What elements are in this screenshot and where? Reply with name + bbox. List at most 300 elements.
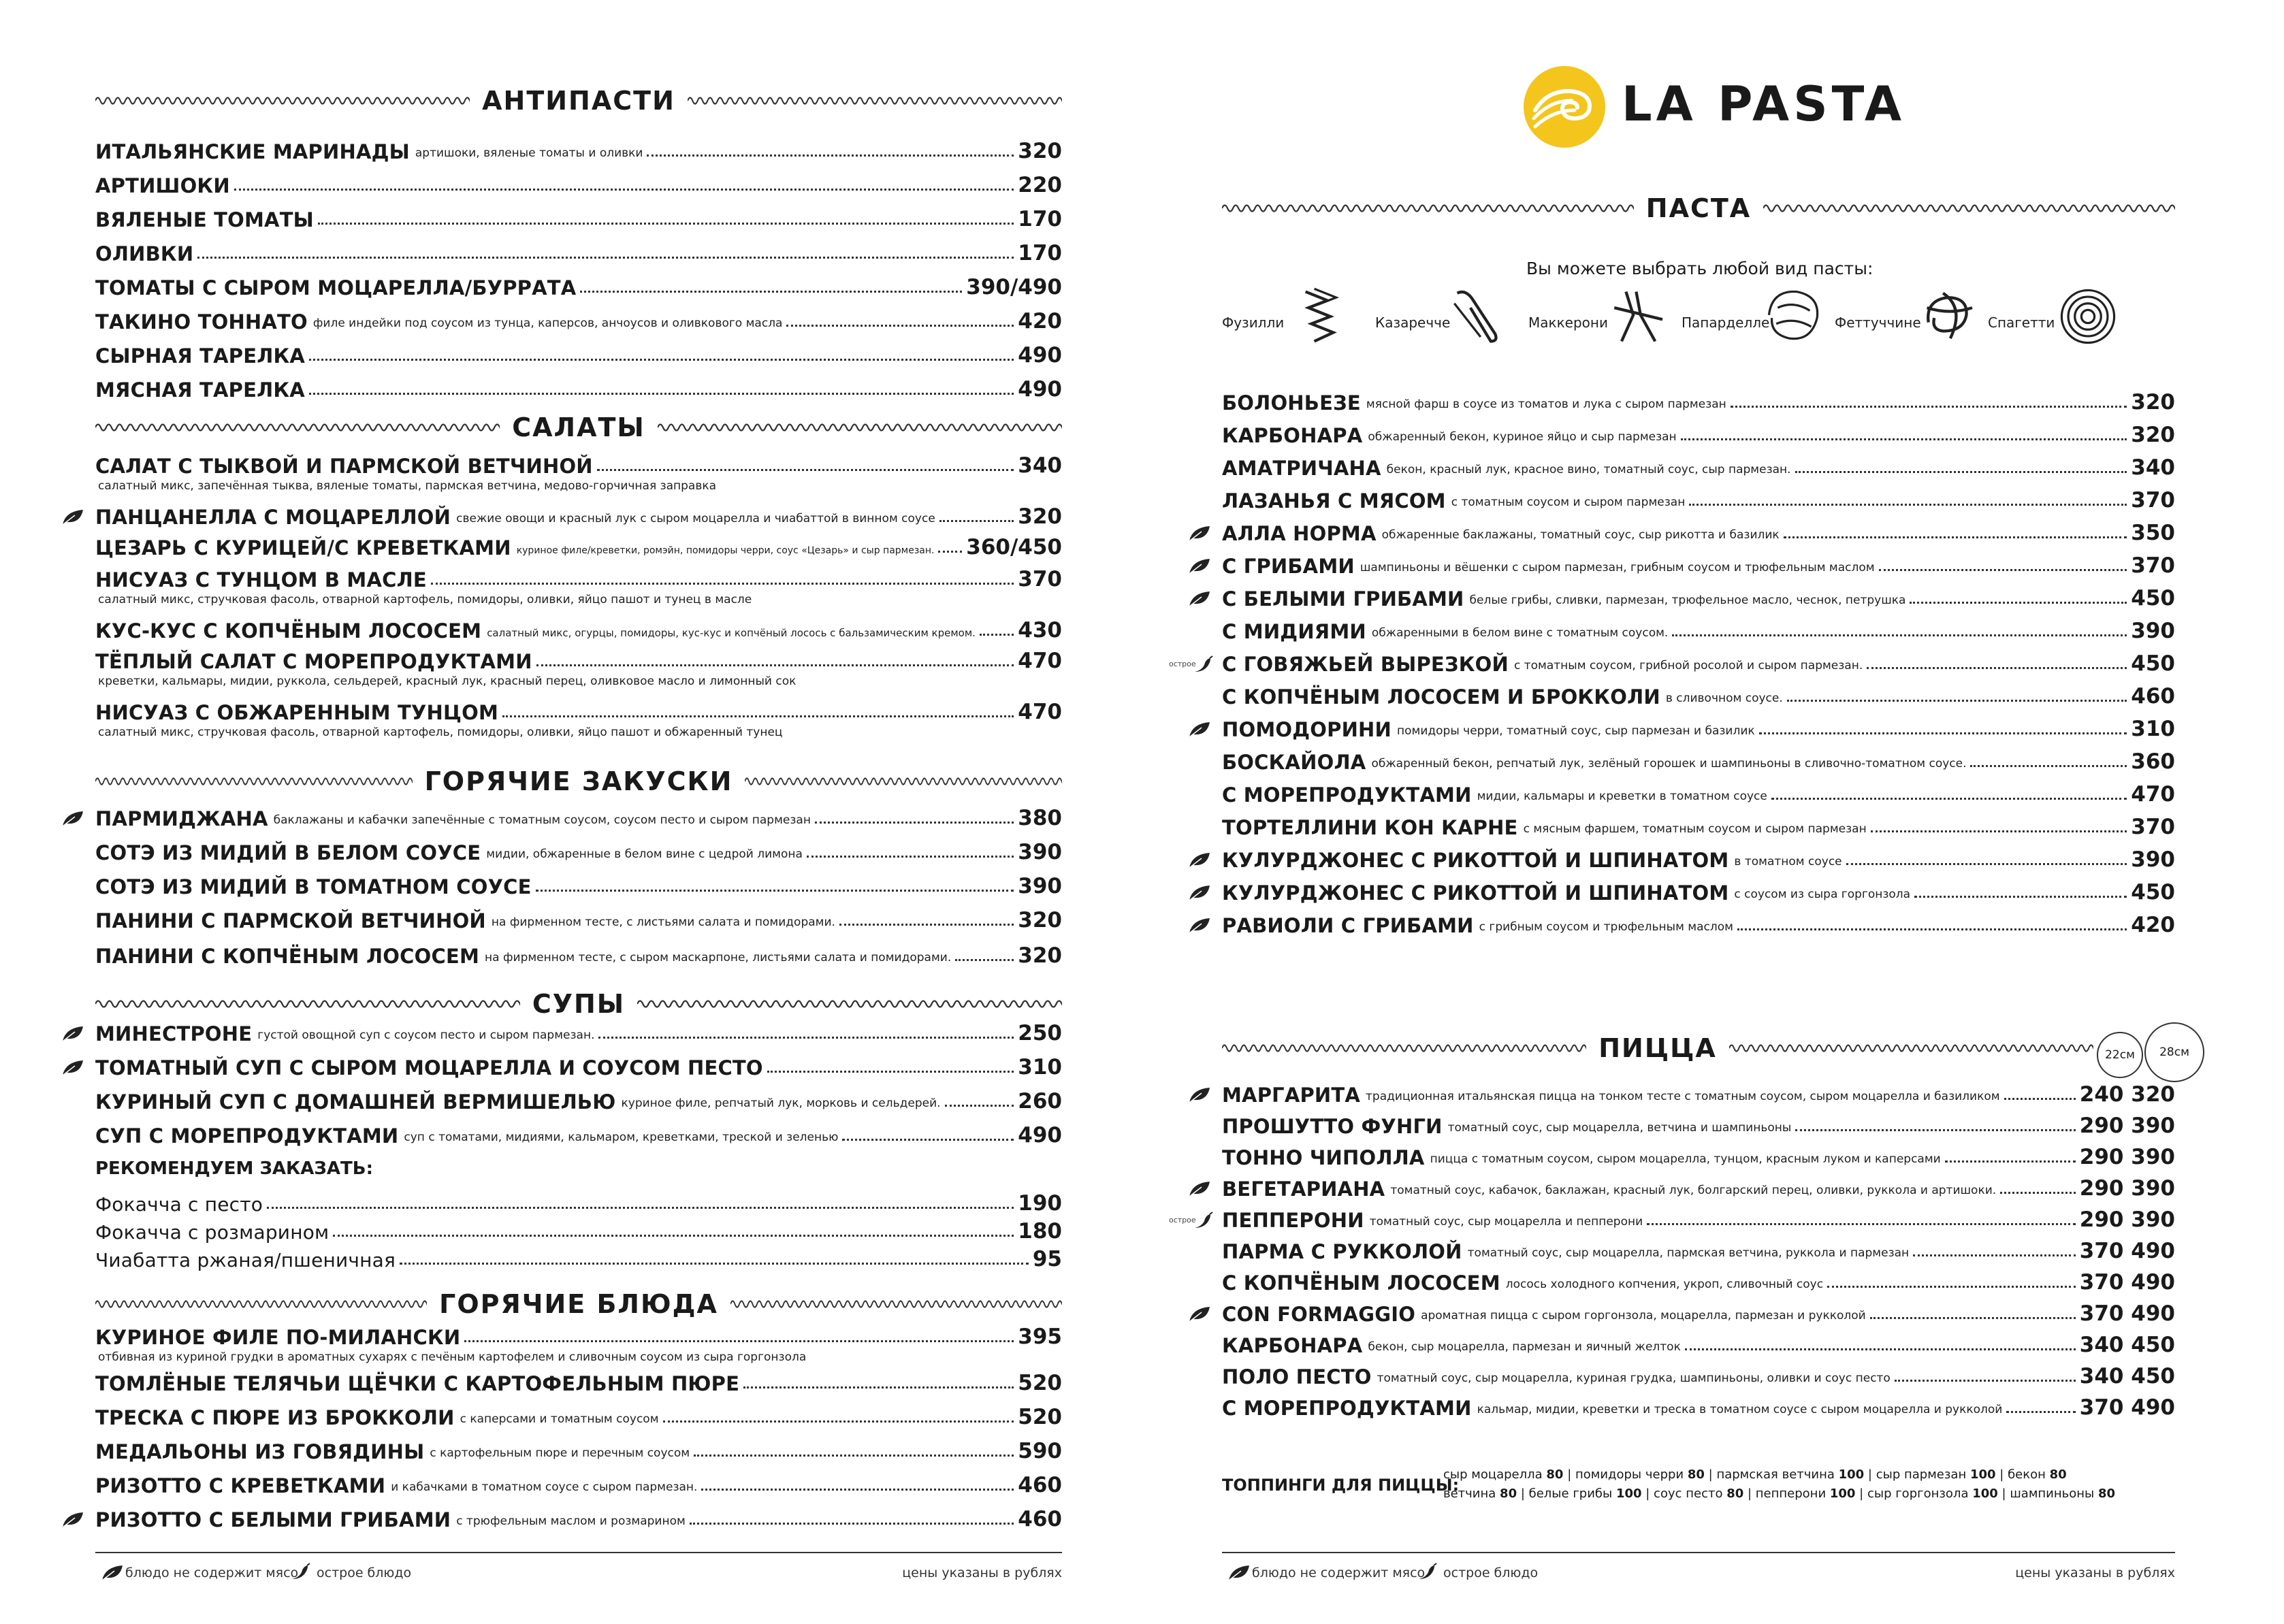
separator: |	[1704, 1467, 1717, 1482]
pasta-choose-text: Вы можете выбрать любой вид пасты:	[1526, 259, 1873, 278]
dish-price: 170	[1018, 241, 1062, 265]
dish-price: 95	[1032, 1247, 1062, 1271]
pasta-type-label: Маккерони	[1528, 314, 1608, 331]
dish-name: С МОРЕПРОДУКТАМИ	[1222, 1397, 1472, 1420]
topping-price: 80	[1546, 1467, 1564, 1482]
menu-item-row	[95, 834, 1062, 864]
dish-description: обжаренный бекон, куриное яйцо и сыр пармезан	[1368, 430, 1677, 444]
dot-leader	[786, 325, 1014, 327]
dish-description: баклажаны и кабачки запечённые с томатным соусом, соусом песто и сыром пармезан	[273, 813, 811, 827]
topping-price: 100	[1615, 1487, 1642, 1501]
dish-description: с томатным соусом и сыром пармезан	[1451, 496, 1686, 509]
menu-item-row	[95, 868, 1062, 898]
topping-name: соус песто	[1654, 1487, 1723, 1501]
separator: |	[1855, 1487, 1867, 1501]
dish-price: 370 490	[2079, 1270, 2175, 1295]
dish-name: АРТИШОКИ	[95, 174, 230, 197]
pasta-title: ПАСТА	[1645, 193, 1752, 223]
dot-leader	[333, 1235, 1014, 1237]
dish-price: 370	[2131, 488, 2175, 513]
dish-name: ТЁПЛЫЙ САЛАТ С МОРЕПРОДУКТАМИ	[95, 650, 532, 673]
topping-price: 80	[2097, 1487, 2116, 1501]
menu-item-row	[1222, 1390, 2175, 1420]
menu-item-row	[1222, 679, 2175, 709]
spicy-tag: острое	[1169, 1216, 1196, 1224]
dish-price: 310	[2131, 717, 2175, 741]
dish-name: КАРБОНАРА	[1222, 1334, 1363, 1357]
dish-price: 390	[2131, 847, 2175, 872]
dish-description: помидоры черри, томатный соус, сыр пармезан и базилик	[1396, 724, 1755, 738]
menu-item-row	[95, 338, 1062, 368]
dish-description: шампиньоны и вёшенки с сыром пармезан, грибным соусом и трюфельным маслом	[1360, 561, 1875, 574]
menu-item-row	[95, 1016, 1062, 1045]
dot-leader	[1672, 634, 2127, 636]
dish-name: ВЯЛЕНЫЕ ТОМАТЫ	[95, 208, 314, 231]
pizza-heading	[1222, 1028, 2093, 1069]
dish-name: КАРБОНАРА	[1222, 424, 1363, 447]
menu-item-row	[95, 1084, 1062, 1114]
dish-name: КУЛУРДЖОНЕС С РИКОТТОЙ И ШПИНАТОМ	[1222, 881, 1729, 905]
dot-leader	[1681, 438, 2127, 440]
dot-leader	[1737, 928, 2127, 930]
menu-item-row	[95, 1118, 1062, 1148]
menu-item-row	[95, 201, 1062, 231]
dot-leader	[309, 393, 1014, 395]
dish-name: МАРГАРИТА	[1222, 1084, 1361, 1107]
menu-item-row	[95, 448, 1062, 478]
recommend-heading: РЕКОМЕНДУЕМ ЗАКАЗАТЬ:	[95, 1158, 373, 1179]
dish-price: 360	[2131, 749, 2175, 774]
dish-price: 320	[1018, 139, 1062, 163]
dish-name: КУС-КУС С КОПЧЁНЫМ ЛОСОСЕМ	[95, 619, 482, 643]
dish-price: 590	[1018, 1439, 1062, 1463]
pizza-wave-right	[1729, 1040, 2093, 1056]
dish-description: мидии, обжаренные в белом вине с цедрой лимона	[486, 847, 803, 861]
hot-snacks-title: ГОРЯЧИЕ ЗАКУСКИ	[424, 766, 733, 796]
dish-name: ПАНИНИ С КОПЧЁНЫМ ЛОСОСЕМ	[95, 945, 480, 968]
dot-leader	[1914, 896, 2127, 898]
dish-price: 450	[2131, 880, 2175, 905]
dot-leader	[267, 1207, 1014, 1209]
menu-item-row	[95, 1241, 1062, 1271]
menu-item-row	[1222, 1077, 2175, 1107]
dish-price: 470	[1018, 700, 1062, 724]
hot-snacks-wave-right	[745, 773, 1062, 790]
dish-price: 520	[1018, 1405, 1062, 1429]
dish-price: 290 390	[2079, 1176, 2175, 1201]
hot-dishes-wave-right	[730, 1296, 1062, 1312]
dish-description: бекон, красный лук, красное вино, томатный соус, сыр пармезан.	[1386, 463, 1791, 476]
menu-item-row	[1222, 1171, 2175, 1201]
menu-item-row	[95, 1399, 1062, 1429]
salads-wave-left	[95, 419, 500, 436]
dot-leader	[318, 223, 1014, 225]
dish-name: ТОМЛЁНЫЕ ТЕЛЯЧЬИ ЩЁЧКИ С КАРТОФЕЛЬНЫМ ПЮРЕ	[95, 1372, 740, 1395]
dish-description: ароматная пицца с сыром горгонзола, моцарелла, пармезан и рукколой	[1421, 1309, 1866, 1322]
dish-description: с каперсами и томатным соусом	[460, 1412, 659, 1426]
dish-name: ПРОШУТТО ФУНГИ	[1222, 1115, 1443, 1138]
menu-item-row	[95, 1467, 1062, 1497]
topping-name: помидоры черри	[1575, 1467, 1684, 1482]
pizza-size-badge: 22см	[2097, 1032, 2143, 1078]
dish-name: ПАРМА С РУККОЛОЙ	[1222, 1240, 1462, 1263]
dish-price: 490	[1018, 1123, 1062, 1148]
legend-spicy: острое блюдо	[1443, 1565, 1539, 1580]
dish-name: СУП С МОРЕПРОДУКТАМИ	[95, 1124, 399, 1148]
dish-name: ТОРТЕЛЛИНИ КОН КАРНЕ	[1222, 816, 1518, 839]
dish-price: 370 490	[2079, 1301, 2175, 1326]
dot-leader	[939, 520, 1014, 522]
menu-item-row	[1222, 1327, 2175, 1357]
topping-price: 100	[1972, 1487, 1998, 1501]
dot-leader	[536, 890, 1014, 892]
dot-leader	[309, 359, 1014, 361]
separator: |	[1995, 1467, 2008, 1482]
pasta-shape-icon	[1765, 286, 1826, 347]
dot-leader	[197, 257, 1014, 259]
legend-spicy: острое блюдо	[317, 1565, 412, 1580]
dot-leader	[701, 1489, 1014, 1491]
dish-name: КУРИНЫЙ СУП С ДОМАШНЕЙ ВЕРМИШЕЛЬЮ	[95, 1090, 616, 1114]
hot-dishes-wave-left	[95, 1296, 427, 1312]
pasta-shape-icon	[2057, 286, 2119, 347]
pasta-shape-icon	[1451, 286, 1513, 347]
dish-name: ЦЕЗАРЬ С КУРИЦЕЙ/С КРЕВЕТКАМИ	[95, 536, 511, 559]
dot-leader	[945, 1105, 1014, 1107]
dot-leader	[580, 291, 962, 293]
pasta-shape-icon	[1921, 286, 1982, 347]
menu-item-row	[95, 613, 1062, 643]
dish-sub-description: креветки, кальмары, мидии, руккола, сельдерей, красный лук, красный перец, оливковое масло и лимонный сок	[98, 675, 797, 688]
dot-leader	[2004, 1098, 2076, 1100]
dish-price: 290 390	[2079, 1145, 2175, 1169]
dish-name: ТРЕСКА С ПЮРЕ ИЗ БРОККОЛИ	[95, 1406, 455, 1429]
dish-price: 310	[1018, 1055, 1062, 1079]
dish-name: ПАРМИДЖАНА	[95, 807, 268, 830]
dish-price: 220	[1018, 173, 1062, 197]
dish-name: С КОПЧЁНЫМ ЛОСОСЕМ	[1222, 1271, 1500, 1295]
antipasti-wave-left	[95, 93, 470, 109]
dish-description: томатный соус, кабачок, баклажан, красный лук, болгарский перец, оливки, руккола и артишоки.	[1390, 1184, 1997, 1197]
dish-description: бекон, сыр моцарелла, пармезан и яичный желток	[1368, 1340, 1681, 1354]
dish-price: 240 320	[2079, 1082, 2175, 1107]
dish-price: 490	[1018, 377, 1062, 402]
left-menu-page	[0, 0, 1103, 1624]
topping-price: 80	[2049, 1467, 2067, 1482]
hot-dishes-title: ГОРЯЧИЕ БЛЮДА	[439, 1289, 718, 1319]
dish-description: мясной фарш в соусе из томатов и лука с сыром пармезан	[1366, 397, 1726, 411]
menu-item-row	[1222, 1202, 2175, 1232]
dot-leader	[1787, 700, 2127, 702]
menu-item-row	[1222, 417, 2175, 447]
menu-item-row	[95, 167, 1062, 197]
dish-description: и кабачками в томатном соусе с сыром пармезан.	[391, 1480, 698, 1494]
dish-description: куриное филе, репчатый лук, морковь и сельдерей.	[621, 1097, 941, 1110]
dish-description: с грибным соусом и трюфельным маслом	[1479, 920, 1733, 934]
dot-leader	[1771, 798, 2127, 800]
dish-price: 320	[1018, 943, 1062, 968]
menu-item-row	[1222, 483, 2175, 513]
menu-item-row	[1222, 809, 2175, 839]
pasta-shape-icon	[1611, 286, 1673, 347]
dish-name: БОЛОНЬЕЗЕ	[1222, 391, 1361, 415]
dish-name: АМАТРИЧАНА	[1222, 457, 1381, 480]
dish-sub-description: отбивная из куриной грудки в ароматных сухарях с печёным картофелем и сливочным соусом из сыра горгонзола	[98, 1350, 807, 1364]
dish-name: МЯСНАЯ ТАРЕЛКА	[95, 378, 305, 402]
vegetarian-leaf-icon	[61, 1511, 84, 1529]
antipasti-title: АНТИПАСТИ	[482, 86, 675, 116]
pasta-type-label: Спагетти	[1988, 314, 2055, 331]
dish-price: 460	[1018, 1473, 1062, 1497]
topping-name: ветчина	[1443, 1487, 1496, 1501]
dot-leader	[1870, 1317, 2076, 1319]
dish-name: ИТАЛЬЯНСКИЕ МАРИНАДЫ	[95, 140, 410, 163]
dish-name: С КОПЧЁНЫМ ЛОСОСЕМ И БРОККОЛИ	[1222, 685, 1660, 709]
dish-description: традиционная итальянская пицца на тонком тесте с томатным соусом, сыром моцарелла и базиликом	[1366, 1090, 2000, 1103]
menu-item-row	[1222, 907, 2175, 937]
dish-price: 290 390	[2079, 1207, 2175, 1232]
dish-price: 520	[1018, 1371, 1062, 1395]
vegetarian-leaf-icon	[61, 810, 84, 828]
dish-price: 450	[2131, 651, 2175, 676]
menu-item-row	[95, 499, 1062, 529]
dish-name: МИНЕСТРОНЕ	[95, 1022, 253, 1045]
topping-name: бекон	[2008, 1467, 2046, 1482]
dish-price: 460	[1018, 1507, 1062, 1531]
pasta-shape-icon	[1298, 286, 1360, 347]
dish-description: с соусом из сыра горгонзола	[1734, 888, 1911, 901]
dish-name: Фокачча с розмарином	[95, 1221, 329, 1244]
separator: |	[1641, 1487, 1654, 1501]
dish-price: 450	[2131, 586, 2175, 611]
menu-item-row	[95, 372, 1062, 402]
dish-name: ПАНИНИ С ПАРМСКОЙ ВЕТЧИНОЙ	[95, 909, 486, 932]
topping-price: 100	[1969, 1467, 1996, 1482]
dish-name: РИЗОТТО С КРЕВЕТКАМИ	[95, 1474, 386, 1497]
dot-leader	[2006, 1411, 2075, 1413]
dish-description: на фирменном тесте, с листьями салата и помидорами.	[491, 915, 835, 929]
menu-item-row	[95, 562, 1062, 591]
toppings-line	[1443, 1467, 2067, 1482]
dish-name: КУРИНОЕ ФИЛЕ ПО-МИЛАНСКИ	[95, 1326, 461, 1349]
menu-item-row	[95, 1050, 1062, 1079]
menu-item-row	[1222, 646, 2175, 676]
menu-item-row	[1222, 385, 2175, 415]
topping-name: белые грибы	[1528, 1487, 1613, 1501]
dish-name: Чиабатта ржаная/пшеничная	[95, 1249, 396, 1271]
dish-name: С ГРИБАМИ	[1222, 555, 1355, 578]
vegetarian-leaf-icon	[1188, 1086, 1211, 1104]
dot-leader	[536, 664, 1014, 666]
menu-item-row	[1222, 450, 2175, 480]
menu-item-row	[1222, 1139, 2175, 1169]
dot-leader	[647, 155, 1014, 157]
menu-item-row	[1222, 1359, 2175, 1388]
dish-name: С БЕЛЫМИ ГРИБАМИ	[1222, 587, 1464, 611]
dish-price: 420	[2131, 913, 2175, 937]
separator: |	[1563, 1467, 1575, 1482]
dish-price: 320	[1018, 908, 1062, 932]
dish-price: 390	[1018, 874, 1062, 898]
dot-leader	[938, 551, 962, 553]
menu-item-row	[1222, 842, 2175, 872]
dish-price: 490	[1018, 343, 1062, 368]
dot-leader	[1795, 1129, 2075, 1131]
dish-price: 370 490	[2079, 1239, 2175, 1263]
dish-price: 370	[1018, 567, 1062, 591]
menu-item-row	[95, 270, 1062, 299]
vegetarian-leaf-icon	[1227, 1564, 1251, 1582]
dish-name: ЛАЗАНЬЯ С МЯСОМ	[1222, 489, 1446, 513]
dot-leader	[955, 959, 1014, 961]
menu-item-row	[1222, 777, 2175, 807]
dot-leader	[464, 1340, 1014, 1342]
menu-item-row	[95, 133, 1062, 163]
soups-title: СУПЫ	[532, 989, 626, 1019]
dish-description: пицца с томатным соусом, сыром моцарелла, тунцом, красным луком и каперсами	[1430, 1152, 1941, 1166]
dish-description: с трюфельным маслом и розмарином	[456, 1514, 686, 1528]
dot-leader	[400, 1263, 1029, 1265]
dish-description: томатный соус, сыр моцарелла и пепперони	[1369, 1215, 1643, 1229]
dot-leader	[598, 1037, 1014, 1039]
pasta-type-label: Фузилли	[1222, 314, 1285, 331]
pasta-type-label: Феттуччине	[1835, 314, 1921, 331]
separator: |	[1517, 1487, 1529, 1501]
menu-item-row	[1222, 711, 2175, 741]
dish-description: свежие овощи и красный лук с сыром моцарелла и чиабаттой в винном соусе	[456, 512, 935, 525]
footer-rule	[1222, 1552, 2175, 1553]
menu-item-row	[1222, 1108, 2175, 1138]
dish-price: 460	[2131, 684, 2175, 709]
dish-price: 360/450	[966, 535, 1062, 559]
legend-currency: цены указаны в рублях	[2015, 1565, 2175, 1580]
dot-leader	[1647, 1223, 2076, 1225]
dot-leader	[1867, 667, 2127, 669]
dish-description: обжаренные баклажаны, томатный соус, сыр рикотта и базилик	[1381, 528, 1780, 542]
dot-leader	[1731, 406, 2127, 408]
dish-sub-description: салатный микс, стручковая фасоль, отварной картофель, помидоры, оливки, яйцо пашот и тунец в масле	[98, 593, 752, 606]
separator: |	[1997, 1487, 2010, 1501]
dish-price: 350	[2131, 521, 2175, 545]
dish-price: 250	[1018, 1021, 1062, 1045]
dish-price: 395	[1018, 1325, 1062, 1349]
dot-leader	[1795, 471, 2127, 473]
topping-name: пармская ветчина	[1716, 1467, 1835, 1482]
dish-price: 420	[1018, 309, 1062, 334]
vegetarian-leaf-icon	[61, 1025, 84, 1043]
dish-description: с мясным фаршем, томатным соусом и сыром пармезан	[1523, 822, 1867, 836]
menu-item-row	[1222, 515, 2175, 545]
dot-leader	[431, 583, 1014, 585]
vegetarian-leaf-icon	[101, 1564, 124, 1582]
dish-price: 320	[2131, 390, 2175, 415]
pasta-type-label: Папарделле	[1682, 314, 1770, 331]
dot-leader	[767, 1071, 1014, 1073]
dish-price: 260	[1018, 1089, 1062, 1114]
dish-price: 170	[1018, 207, 1062, 231]
pizza-title: ПИЦЦА	[1598, 1033, 1717, 1063]
menu-item-row	[95, 1214, 1062, 1244]
dish-name: СОТЭ ИЗ МИДИЙ В ТОМАТНОМ СОУСЕ	[95, 875, 532, 898]
topping-price: 80	[1687, 1467, 1705, 1482]
dish-price: 370	[2131, 553, 2175, 578]
menu-item-row	[1222, 613, 2175, 643]
topping-price: 80	[1500, 1487, 1517, 1501]
topping-name: сыр горгонзола	[1867, 1487, 1969, 1501]
separator: |	[1864, 1467, 1876, 1482]
topping-price: 100	[1838, 1467, 1865, 1482]
dish-price: 340	[2131, 455, 2175, 480]
dish-description: томатный соус, сыр моцарелла, куриная грудка, шампиньоны, оливки и соус песто	[1377, 1371, 1891, 1385]
topping-price: 80	[1726, 1487, 1744, 1501]
salads-heading	[95, 407, 1062, 448]
dish-name: С МИДИЯМИ	[1222, 620, 1366, 643]
dish-description: на фирменном тесте, с сыром маскарпоне, листьями салата и помидорами.	[485, 951, 952, 964]
menu-item-row	[95, 304, 1062, 334]
menu-item-row	[95, 694, 1062, 724]
vegetarian-leaf-icon	[1188, 590, 1211, 608]
soups-wave-left	[95, 996, 520, 1012]
menu-item-row	[95, 643, 1062, 673]
dish-name: БОСКАЙОЛА	[1222, 751, 1366, 774]
menu-item-row	[1222, 1233, 2175, 1263]
dot-leader	[807, 856, 1014, 858]
vegetarian-leaf-icon	[61, 1059, 84, 1077]
dish-name: Фокачча с песто	[95, 1193, 263, 1216]
menu-item-row	[95, 530, 1062, 559]
dot-leader	[690, 1523, 1014, 1525]
dish-name: ТОМАТНЫЙ СУП С СЫРОМ МОЦАРЕЛЛА И СОУСОМ ПЕСТО	[95, 1056, 763, 1079]
vegetarian-leaf-icon	[1188, 525, 1211, 542]
dot-leader	[663, 1420, 1014, 1423]
vegetarian-leaf-icon	[1188, 884, 1211, 902]
toppings-line	[1443, 1487, 2115, 1501]
menu-item-row	[1222, 875, 2175, 905]
toppings-heading: ТОППИНГИ ДЛЯ ПИЦЦЫ:	[1222, 1476, 1460, 1495]
hot-dishes-heading	[95, 1284, 1062, 1325]
menu-item-row	[95, 800, 1062, 830]
hot-snacks-wave-left	[95, 773, 413, 790]
antipasti-wave-right	[688, 93, 1062, 109]
dish-name: СОТЭ ИЗ МИДИЙ В БЕЛОМ СОУСЕ	[95, 841, 481, 864]
dish-name: ПОМОДОРИНИ	[1222, 718, 1392, 741]
vegetarian-leaf-icon	[1188, 851, 1211, 869]
dot-leader	[1970, 765, 2127, 767]
dish-description: кальмар, мидии, креветки и треска в томатном соусе с сыром моцарелла и рукколой	[1477, 1403, 2003, 1416]
dish-price: 470	[2131, 782, 2175, 807]
dot-leader	[815, 822, 1014, 824]
antipasti-heading	[95, 80, 1062, 121]
dish-description: густой овощной суп с соусом песто и сыром пармезан.	[257, 1028, 595, 1042]
separator: |	[1743, 1487, 1756, 1501]
dish-price: 470	[1018, 649, 1062, 673]
vegetarian-leaf-icon	[1188, 557, 1211, 575]
pizza-wave-left	[1222, 1040, 1586, 1056]
dish-description: филе индейки под соусом из тунца, каперсов, анчоусов и оливкового масла	[312, 316, 783, 330]
hot-snacks-heading	[95, 761, 1062, 802]
dish-description: в томатном соусе	[1734, 855, 1842, 868]
vegetarian-leaf-icon	[1188, 917, 1211, 935]
dish-description: мидии, кальмары и креветки в томатном соусе	[1477, 790, 1767, 803]
menu-item-row	[95, 236, 1062, 265]
dot-leader	[1910, 602, 2127, 604]
dish-price: 340 450	[2079, 1333, 2175, 1357]
menu-item-row	[1222, 581, 2175, 611]
pasta-type-label: Казаречче	[1375, 314, 1451, 331]
menu-item-row	[95, 1365, 1062, 1395]
dot-leader	[2000, 1192, 2076, 1194]
chili-pepper-icon	[289, 1563, 312, 1580]
